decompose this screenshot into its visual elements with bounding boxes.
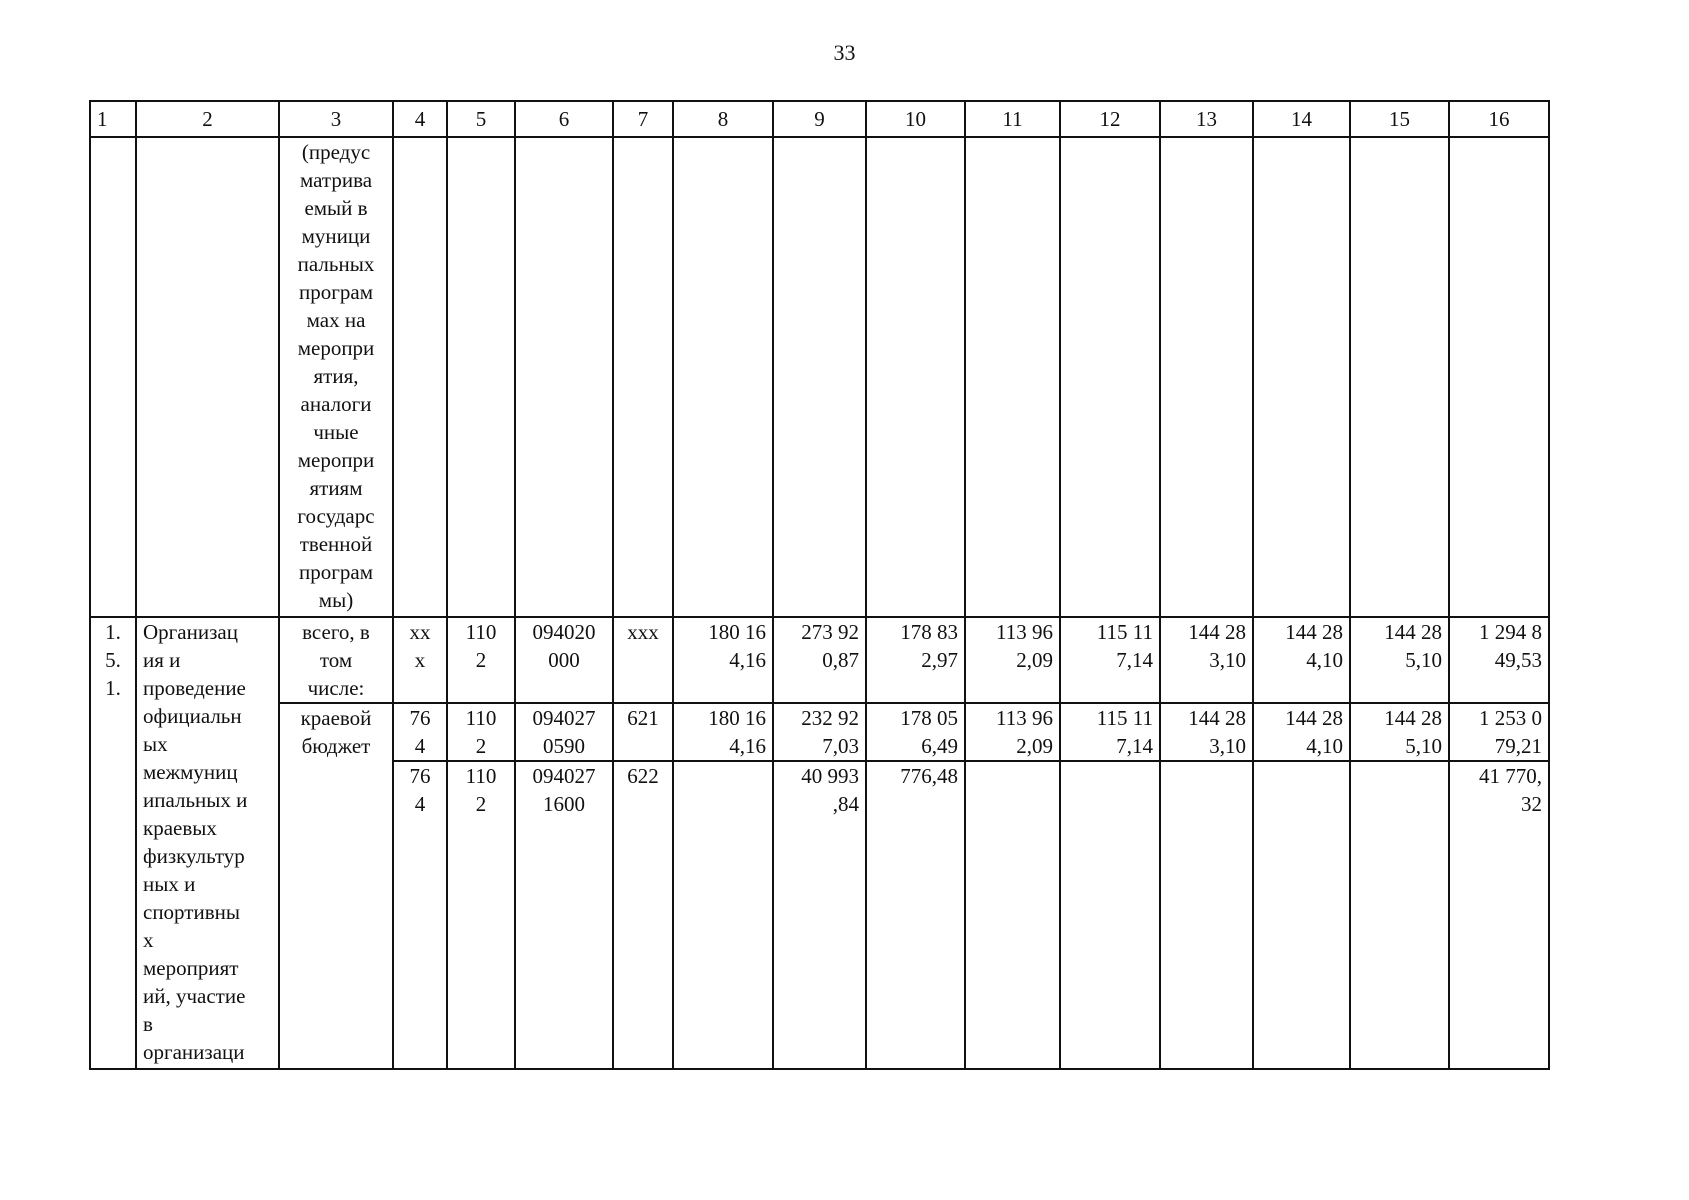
funding-source-cell: всего, в том числе: bbox=[279, 617, 393, 703]
total-amount-cell: 1 294 8 49,53 bbox=[1449, 617, 1549, 703]
header-cell: 13 bbox=[1160, 101, 1253, 137]
header-cell: 4 bbox=[393, 101, 447, 137]
amount-cell: 180 16 4,16 bbox=[673, 617, 773, 703]
empty-cell bbox=[1449, 137, 1549, 617]
empty-cell bbox=[515, 137, 613, 617]
gr-code-cell: 76 4 bbox=[393, 703, 447, 761]
empty-cell bbox=[1160, 137, 1253, 617]
amount-cell: 144 28 5,10 bbox=[1350, 617, 1449, 703]
empty-cell bbox=[90, 137, 136, 617]
empty-cell bbox=[1350, 137, 1449, 617]
amount-cell bbox=[673, 761, 773, 1069]
table-row-total bbox=[90, 617, 1549, 703]
header-cell: 2 bbox=[136, 101, 279, 137]
gr-code-cell: 76 4 bbox=[393, 761, 447, 1069]
gr-code-cell: хх х bbox=[393, 617, 447, 703]
amount-cell: 144 28 4,10 bbox=[1253, 617, 1350, 703]
table-row-regional bbox=[90, 703, 1549, 761]
budget-table bbox=[89, 100, 1550, 1070]
amount-cell bbox=[1160, 761, 1253, 1069]
empty-cell bbox=[965, 137, 1060, 617]
header-cell: 9 bbox=[773, 101, 866, 137]
csr-code-cell: 094027 1600 bbox=[515, 761, 613, 1069]
amount-cell: 144 28 5,10 bbox=[1350, 703, 1449, 761]
amount-cell bbox=[1350, 761, 1449, 1069]
rzpr-code-cell: 110 2 bbox=[447, 703, 515, 761]
vr-code-cell: 622 bbox=[613, 761, 673, 1069]
total-amount-cell: 1 253 0 79,21 bbox=[1449, 703, 1549, 761]
vr-code-cell: ххх bbox=[613, 617, 673, 703]
csr-code-cell: 094020 000 bbox=[515, 617, 613, 703]
total-amount-cell: 41 770, 32 bbox=[1449, 761, 1549, 1069]
empty-cell bbox=[393, 137, 447, 617]
empty-cell bbox=[136, 137, 279, 617]
page-number: 33 bbox=[833, 40, 856, 65]
empty-cell bbox=[1253, 137, 1350, 617]
item-name-cell: Организац ия и проведение официальн ых межмуниц ипальных и краевых физкультур ных и спортивны х мероприят ий, участие в организаци bbox=[136, 617, 279, 1069]
vr-code-cell: 621 bbox=[613, 703, 673, 761]
amount-cell: 144 28 3,10 bbox=[1160, 617, 1253, 703]
header-cell: 8 bbox=[673, 101, 773, 137]
empty-cell bbox=[773, 137, 866, 617]
header-cell: 7 bbox=[613, 101, 673, 137]
empty-cell bbox=[673, 137, 773, 617]
amount-cell: 113 96 2,09 bbox=[965, 703, 1060, 761]
empty-cell bbox=[866, 137, 965, 617]
header-cell: 15 bbox=[1350, 101, 1449, 137]
amount-cell: 144 28 4,10 bbox=[1253, 703, 1350, 761]
funding-note-cell: (предус матрива емый в муници пальных програм мах на меропри ятия, аналоги чные меропри ятиям государс твенной програм мы) bbox=[279, 137, 393, 617]
header-cell: 5 bbox=[447, 101, 515, 137]
amount-cell: 40 993 ,84 bbox=[773, 761, 866, 1069]
amount-cell: 178 83 2,97 bbox=[866, 617, 965, 703]
item-number-cell: 1. 5. 1. bbox=[90, 617, 136, 1069]
continuation-row bbox=[90, 137, 1549, 617]
rzpr-code-cell: 110 2 bbox=[447, 617, 515, 703]
header-cell: 10 bbox=[866, 101, 965, 137]
amount-cell bbox=[1060, 761, 1160, 1069]
amount-cell: 113 96 2,09 bbox=[965, 617, 1060, 703]
amount-cell: 273 92 0,87 bbox=[773, 617, 866, 703]
amount-cell bbox=[965, 761, 1060, 1069]
header-cell: 11 bbox=[965, 101, 1060, 137]
amount-cell: 115 11 7,14 bbox=[1060, 617, 1160, 703]
amount-cell: 178 05 6,49 bbox=[866, 703, 965, 761]
csr-code-cell: 094027 0590 bbox=[515, 703, 613, 761]
amount-cell: 776,48 bbox=[866, 761, 965, 1069]
header-cell: 12 bbox=[1060, 101, 1160, 137]
header-cell: 16 bbox=[1449, 101, 1549, 137]
header-cell: 1 bbox=[90, 101, 136, 137]
rzpr-code-cell: 110 2 bbox=[447, 761, 515, 1069]
header-row bbox=[90, 101, 1549, 137]
empty-cell bbox=[1060, 137, 1160, 617]
funding-source-cell: краевой бюджет bbox=[279, 703, 393, 1069]
empty-cell bbox=[447, 137, 515, 617]
amount-cell: 232 92 7,03 bbox=[773, 703, 866, 761]
header-cell: 6 bbox=[515, 101, 613, 137]
header-cell: 14 bbox=[1253, 101, 1350, 137]
amount-cell: 115 11 7,14 bbox=[1060, 703, 1160, 761]
header-cell: 3 bbox=[279, 101, 393, 137]
amount-cell: 144 28 3,10 bbox=[1160, 703, 1253, 761]
amount-cell: 180 16 4,16 bbox=[673, 703, 773, 761]
empty-cell bbox=[613, 137, 673, 617]
amount-cell bbox=[1253, 761, 1350, 1069]
